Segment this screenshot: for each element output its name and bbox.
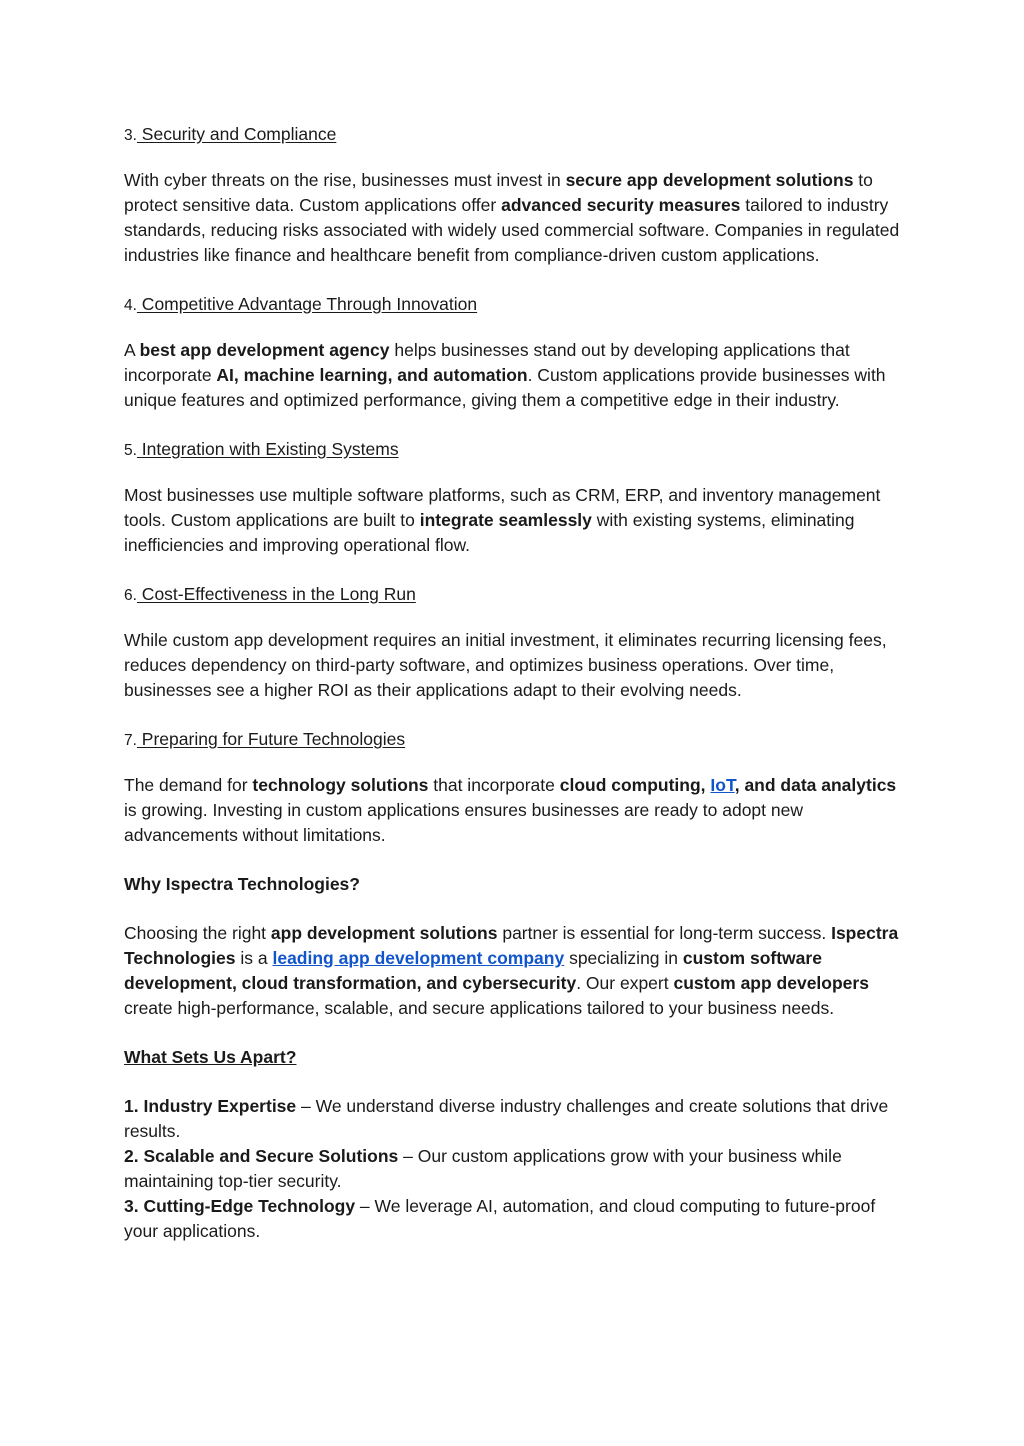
section-paragraph xyxy=(124,483,904,558)
bold-text: best app development agency xyxy=(139,340,390,360)
bold-text: custom app developers xyxy=(673,973,869,993)
section-heading xyxy=(124,292,904,318)
text-run: specializing in xyxy=(564,948,683,968)
text-run: . Our expert xyxy=(576,973,674,993)
bold-text: , and data analytics xyxy=(734,775,897,795)
text-run: While custom app development requires an initial investment, it eliminates recurring licensing fees, reduces dependency on third-party software, and optimizes business operations. Over time, businesses see a higher ROI as their applications adapt to their evolving needs. xyxy=(124,630,887,700)
apart-item-text: – We understand diverse industry challenges and create solutions that drive results. xyxy=(124,1096,889,1141)
bold-text: AI, machine learning, and automation xyxy=(216,365,528,385)
text-run: Choosing the right xyxy=(124,923,271,943)
apart-list-item xyxy=(124,1194,904,1244)
section-heading xyxy=(124,122,904,148)
text-run: With cyber threats on the rise, businesses must invest in xyxy=(124,170,566,190)
text-run: with existing systems, eliminating inefficiencies and improving operational flow. xyxy=(124,510,855,555)
bold-text: app development solutions xyxy=(270,923,498,943)
section-number: 5. xyxy=(124,442,137,459)
bold-text: technology solutions xyxy=(252,775,429,795)
apart-list-item xyxy=(124,1094,904,1144)
section-number: 7. xyxy=(124,732,137,749)
apart-item-label: 1. Industry Expertise xyxy=(124,1096,297,1116)
section-paragraph xyxy=(124,168,904,268)
apart-item-text: – Our custom applications grow with your business while maintaining top-tier security. xyxy=(124,1146,842,1191)
bold-text: Ispectra Technologies xyxy=(124,923,899,968)
section-paragraph xyxy=(124,773,904,848)
text-run: helps businesses stand out by developing applications that incorporate xyxy=(124,340,850,385)
inline-link[interactable]: leading app development company xyxy=(272,948,565,968)
section-heading xyxy=(124,727,904,753)
text-run: tailored to industry standards, reducing risks associated with widely used commercial software. Companies in regulated industries like finance and healthcare benefit from compliance-driven custom applications. xyxy=(124,195,900,265)
text-run: . Custom applications provide businesses with unique features and optimized performance, giving them a competitive edge in their industry. xyxy=(124,365,886,410)
section-paragraph xyxy=(124,628,904,703)
section-number: 3. xyxy=(124,127,137,144)
inline-link[interactable]: IoT xyxy=(710,775,735,795)
text-run: that incorporate xyxy=(428,775,560,795)
apart-item-text: – We leverage AI, automation, and cloud computing to future-proof your applications. xyxy=(124,1196,876,1241)
section-heading xyxy=(124,437,904,463)
text-run: to protect sensitive data. Custom applications offer xyxy=(124,170,873,215)
section-title: Preparing for Future Technologies xyxy=(136,729,406,749)
sections-container xyxy=(124,122,904,848)
why-paragraph xyxy=(124,921,904,1021)
bold-text: cloud computing, xyxy=(559,775,711,795)
why-heading: Why Ispectra Technologies? xyxy=(124,874,360,894)
text-run: partner is essential for long-term success. xyxy=(497,923,832,943)
section-number: 6. xyxy=(124,587,137,604)
text-run: Most businesses use multiple software platforms, such as CRM, ERP, and inventory management tools. Custom applications are built to xyxy=(124,485,881,530)
apart-item-label: 3. Cutting-Edge Technology xyxy=(124,1196,356,1216)
bold-text: secure app development solutions xyxy=(565,170,854,190)
text-run: is growing. Investing in custom applications ensures businesses are ready to adopt new advancements without limitations. xyxy=(124,800,803,845)
section-paragraph xyxy=(124,338,904,413)
document-page xyxy=(124,122,904,1244)
section-number: 4. xyxy=(124,297,137,314)
text-run: A xyxy=(124,340,140,360)
bold-text: integrate seamlessly xyxy=(419,510,592,530)
apart-list xyxy=(124,1094,904,1244)
apart-item-label: 2. Scalable and Secure Solutions xyxy=(124,1146,399,1166)
apart-list-item xyxy=(124,1144,904,1194)
text-run: create high-performance, scalable, and secure applications tailored to your business needs. xyxy=(124,998,835,1018)
text-run: The demand for xyxy=(124,775,253,795)
text-run: is a xyxy=(235,948,273,968)
section-title: Competitive Advantage Through Innovation xyxy=(136,294,478,314)
apart-heading: What Sets Us Apart? xyxy=(124,1047,297,1067)
bold-text: advanced security measures xyxy=(501,195,741,215)
section-heading xyxy=(124,582,904,608)
section-title: Security and Compliance xyxy=(136,124,337,144)
section-title: Integration with Existing Systems xyxy=(136,439,399,459)
section-title: Cost-Effectiveness in the Long Run xyxy=(136,584,416,604)
bold-text: custom software development, cloud transformation, and cybersecurity xyxy=(124,948,822,993)
